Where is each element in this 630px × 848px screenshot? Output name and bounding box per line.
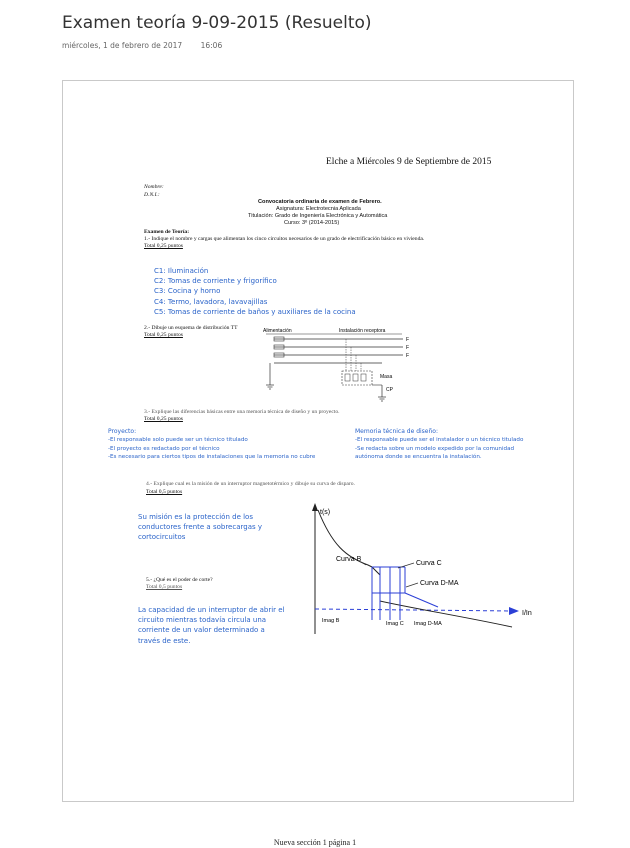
memoria-item: autónoma donde se encuentra la instalación. [355, 454, 482, 461]
curve-c-label: Curva C [416, 560, 442, 567]
circuit-item: C4: Termo, lavadora, lavavajillas [154, 297, 268, 306]
circuit-item: C5: Tomas de corriente de baños y auxiliares de la cocina [154, 307, 356, 316]
page-meta [62, 41, 222, 50]
imag-c-label: Imag C [386, 621, 404, 627]
curso: Curso: 3º (2014-2015) [284, 220, 340, 226]
question-5: 5.- ¿Qué es el poder de corte? [146, 577, 213, 583]
question-3: 3.- Explique las diferencias básicas entre una memoria técnica de diseño y un proyecto. [144, 409, 340, 415]
poder-corte-answer: La capacidad de un interruptor de abrir el circuito mientras todavía circula una corriente de un valor determinado a través de este. [138, 606, 285, 645]
asignatura: Asignatura: Electrotecnia Aplicada [276, 206, 361, 212]
circuits-answer [154, 266, 356, 317]
tt-instalacion-label: Instalación receptora [339, 328, 386, 334]
question-5-points: Total 0,5 puntos [146, 584, 183, 590]
memoria-item: -El responsable puede ser el instalador o un técnico titulado [355, 437, 524, 443]
memoria-title: Memoria técnica de diseño: [355, 428, 438, 435]
proyecto-item: -El proyecto es redactado por el técnico [108, 445, 220, 452]
phase-label: F [406, 337, 410, 343]
y-axis-label: t(s) [320, 509, 331, 516]
question-3-points: Total 0,25 puntos [144, 416, 183, 422]
question-2: 2.- Dibuje un esquema de distribución TT [144, 325, 238, 331]
page-time: 16:06 [200, 41, 223, 50]
titulacion: Titulación: Grado de Ingeniería Electrónica y Automática [248, 213, 388, 219]
tt-diagram [262, 327, 412, 407]
nombre-label: Nombre: [144, 184, 164, 190]
question-1: 1.- Indique el nombre y cargas que alimentan los cinco circuitos necesarios de un grado de electrificación básico en vivienda. [144, 236, 425, 242]
memoria-item: -Se redacta sobre un modelo expedido por la comunidad [355, 445, 515, 452]
phase-label: F [406, 353, 410, 359]
mision-answer: Su misión es la protección de los conductores frente a sobrecargas y cortocircuitos [138, 513, 262, 542]
section-title: Examen de Teoría: [144, 229, 190, 235]
tt-alimentacion-label: Alimentación [263, 328, 292, 334]
question-4: 4.- Explique cual es la misión de un interruptor magnetotérmico y dibuje su curva de disparo. [146, 481, 355, 487]
proyecto-title: Proyecto: [108, 428, 137, 435]
circuit-item: C3: Cocina y horno [154, 287, 221, 296]
place-date: Elche a Miércoles 9 de Septiembre de 2015 [326, 157, 492, 167]
curve-dma-label: Curva D-MA [420, 580, 459, 587]
imag-dma-label: Imag D-MA [414, 621, 442, 627]
question-4-points: Total 0,5 puntos [146, 489, 183, 495]
circuit-item: C2: Tomas de corriente y frigorífico [154, 277, 277, 286]
page-date: miércoles, 1 de febrero de 2017 [62, 41, 183, 50]
trip-curve-diagram [306, 497, 542, 637]
dni-label: D.N.I.: [144, 192, 160, 198]
x-axis-label: I/In [522, 610, 532, 617]
circuit-item: C1: Iluminación [154, 267, 209, 275]
question-2-points: Total 0,25 puntos [144, 332, 183, 338]
page-title: Examen teoría 9-09-2015 (Resuelto) [62, 13, 372, 33]
proyecto-item: -El responsable solo puede ser un técnico titulado [108, 437, 248, 443]
question-1-points: Total 0,25 puntos [144, 243, 183, 249]
proyecto-answer [108, 428, 315, 462]
tt-cp-label: CP [386, 387, 393, 393]
phase-label: F [406, 345, 410, 351]
proyecto-item: -Es necesario para ciertos tipos de instalaciones que la memoria no cubre [108, 454, 316, 461]
tt-masa-label: Masa [380, 374, 393, 380]
convocatoria: Convocatoria ordinaria de examen de Febrero. [258, 199, 382, 205]
curve-b-label: Curva B [336, 556, 362, 563]
memoria-answer [355, 428, 523, 462]
imag-b-label: Imag B [322, 618, 340, 624]
page-footer: Nueva sección 1 página 1 [273, 838, 357, 847]
